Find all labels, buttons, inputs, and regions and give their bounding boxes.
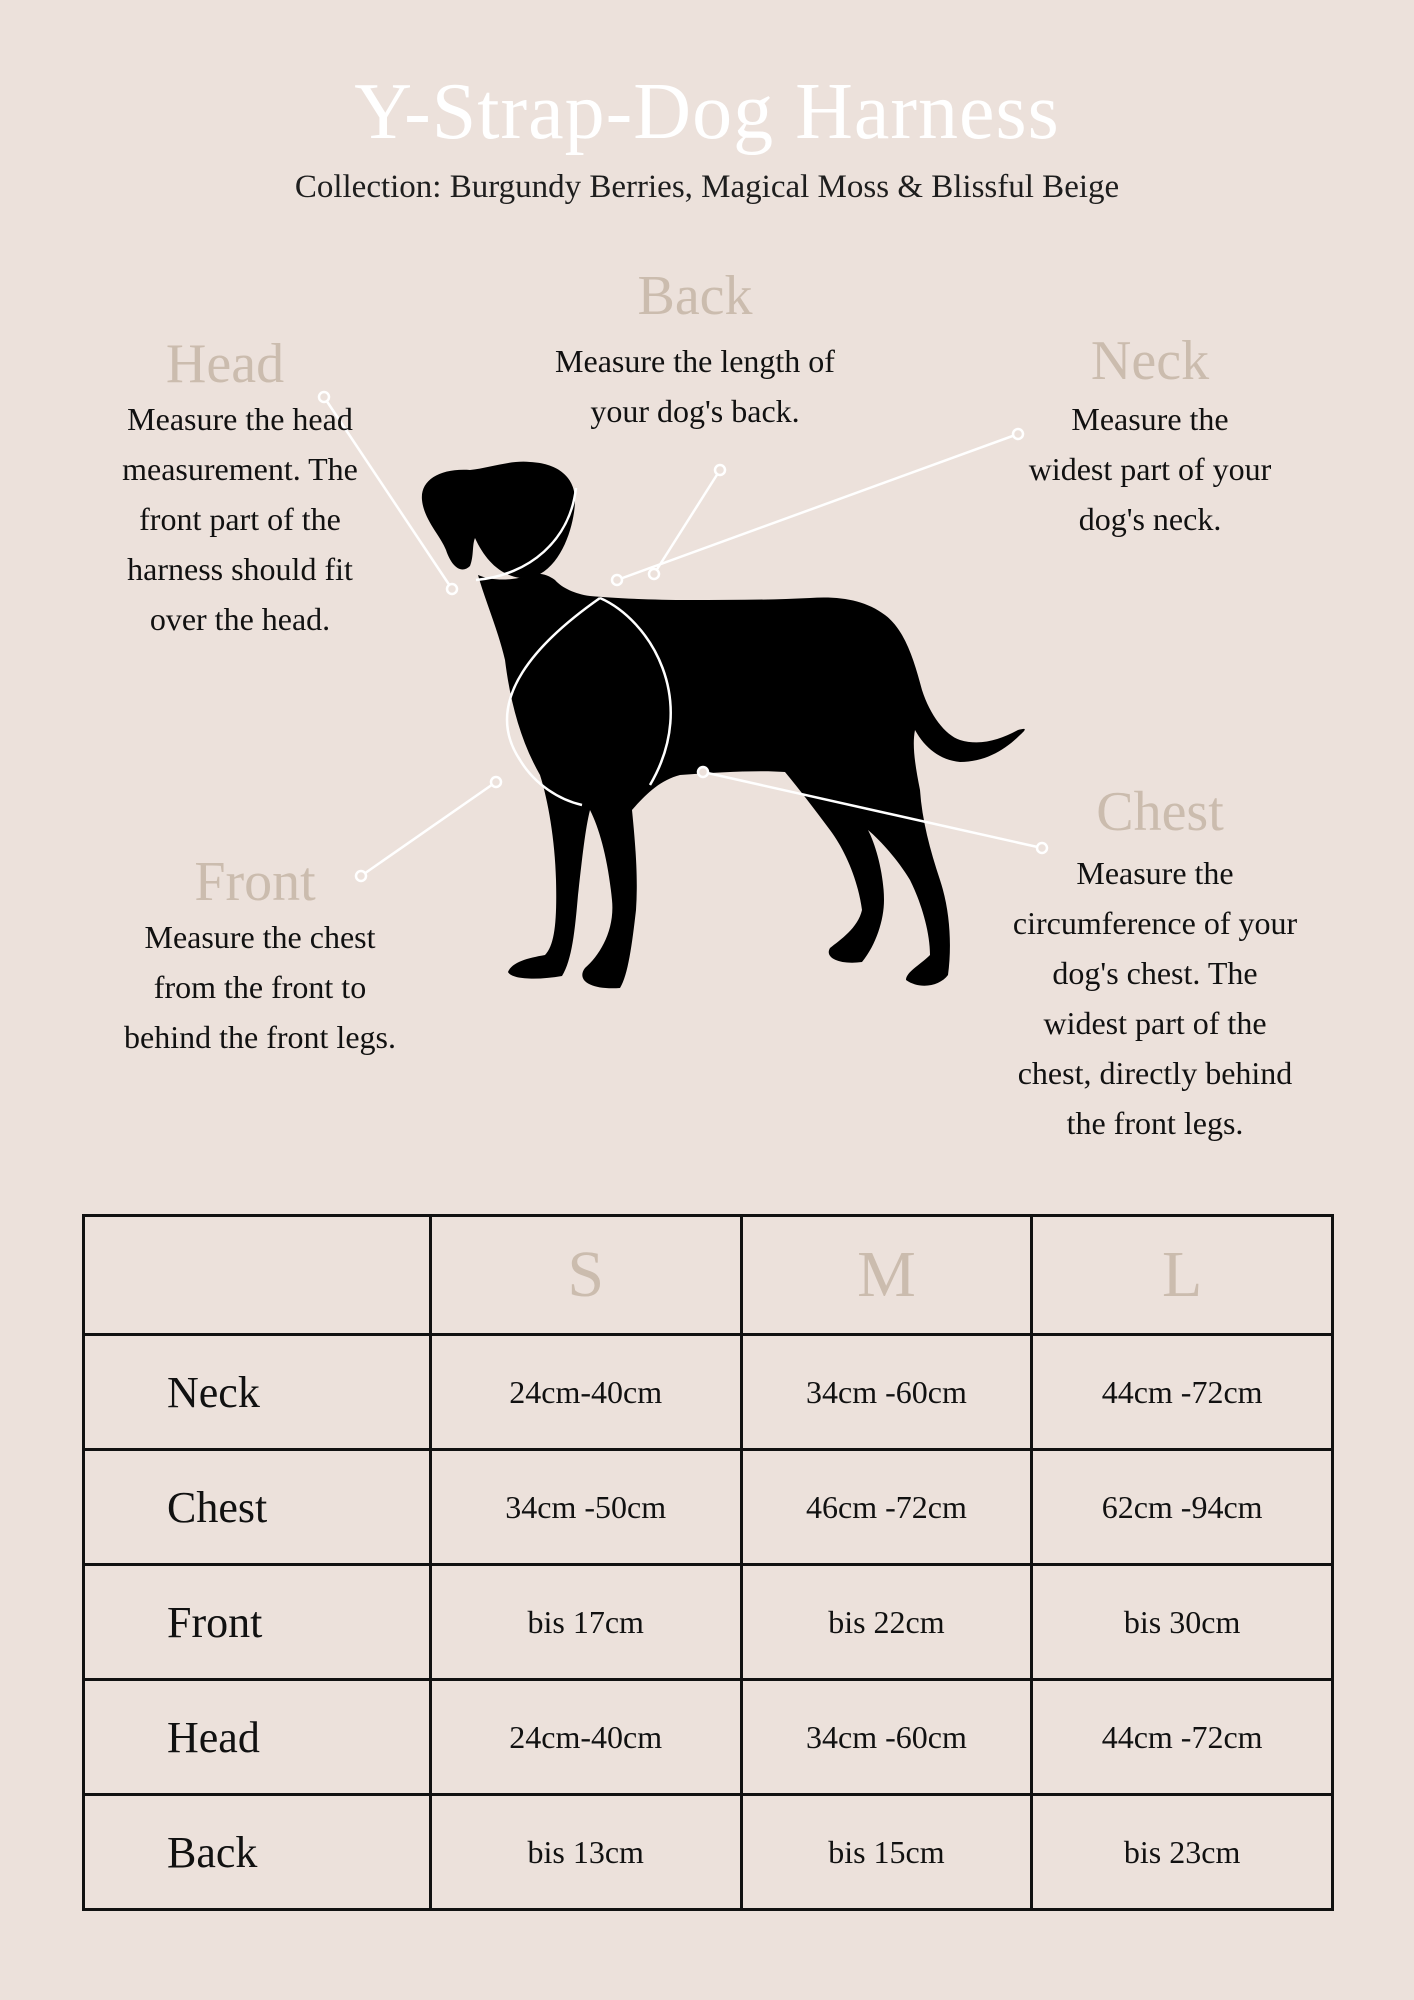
back-description — [500, 336, 890, 436]
chest-description-line: Measure the — [1076, 855, 1234, 891]
front-description — [90, 912, 430, 1062]
table-row — [84, 1450, 1333, 1565]
chest-description-line: widest part of the — [1043, 1005, 1267, 1041]
dog-body-shape — [478, 574, 1025, 988]
neck-description — [990, 394, 1310, 544]
front-description-line: from the front to — [153, 969, 367, 1005]
table-cell: 34cm -50cm — [430, 1450, 741, 1565]
table-cell: 24cm-40cm — [430, 1680, 741, 1795]
neck-description-line: dog's neck. — [1078, 501, 1222, 537]
table-cell: bis 23cm — [1032, 1795, 1333, 1910]
front-description-line: Measure the chest — [144, 919, 376, 955]
head-description-line: measurement. The — [122, 451, 358, 487]
neck-description-line: Measure the — [1071, 401, 1229, 437]
table-cell: 44cm -72cm — [1032, 1335, 1333, 1450]
row-label-head: Head — [84, 1680, 431, 1795]
size-header-m: M — [741, 1216, 1032, 1335]
table-corner-cell — [84, 1216, 431, 1335]
table-cell: 24cm-40cm — [430, 1335, 741, 1450]
table-cell: 34cm -60cm — [741, 1335, 1032, 1450]
size-header-l: L — [1032, 1216, 1333, 1335]
head-description — [90, 394, 390, 644]
neck-label: Neck — [1090, 330, 1210, 392]
chest-description — [980, 848, 1330, 1148]
table-row — [84, 1795, 1333, 1910]
table-cell: 44cm -72cm — [1032, 1680, 1333, 1795]
table-cell: bis 22cm — [741, 1565, 1032, 1680]
head-description-line: over the head. — [149, 601, 331, 637]
row-label-back: Back — [84, 1795, 431, 1910]
head-description-line: Measure the head — [127, 401, 353, 437]
chest-description-line: circumference of your — [1012, 905, 1298, 941]
page-title: Y-Strap-Dog Harness — [354, 68, 1060, 156]
table-cell: 62cm -94cm — [1032, 1450, 1333, 1565]
chest-label: Chest — [1096, 781, 1224, 843]
chest-description-line: chest, directly behind — [1017, 1055, 1293, 1091]
table-cell: 34cm -60cm — [741, 1680, 1032, 1795]
row-label-chest: Chest — [84, 1450, 431, 1565]
size-header-s: S — [430, 1216, 741, 1335]
row-label-neck: Neck — [84, 1335, 431, 1450]
back-description-line: your dog's back. — [590, 393, 800, 429]
back-label: Back — [637, 265, 753, 327]
dog-head-shape — [422, 462, 575, 578]
front-label: Front — [194, 851, 316, 913]
row-label-front: Front — [84, 1565, 431, 1680]
table-cell: bis 30cm — [1032, 1565, 1333, 1680]
neck-description-line: widest part of your — [1028, 451, 1272, 487]
head-label: Head — [165, 333, 285, 395]
table-header-row — [84, 1216, 1333, 1335]
table-row — [84, 1680, 1333, 1795]
table-cell: bis 13cm — [430, 1795, 741, 1910]
chest-description-line: the front legs. — [1066, 1105, 1244, 1141]
table-row — [84, 1565, 1333, 1680]
table-cell: bis 15cm — [741, 1795, 1032, 1910]
size-chart-table — [82, 1214, 1334, 1911]
table-cell: 46cm -72cm — [741, 1450, 1032, 1565]
collection-subtitle: Collection: Burgundy Berries, Magical Moss & Blissful Beige — [294, 169, 1120, 205]
back-description-line: Measure the length of — [555, 343, 835, 379]
head-description-line: front part of the — [139, 501, 341, 537]
table-cell: bis 17cm — [430, 1565, 741, 1680]
front-description-line: behind the front legs. — [124, 1019, 396, 1055]
head-description-line: harness should fit — [127, 551, 353, 587]
table-row — [84, 1335, 1333, 1450]
chest-description-line: dog's chest. The — [1052, 955, 1258, 991]
